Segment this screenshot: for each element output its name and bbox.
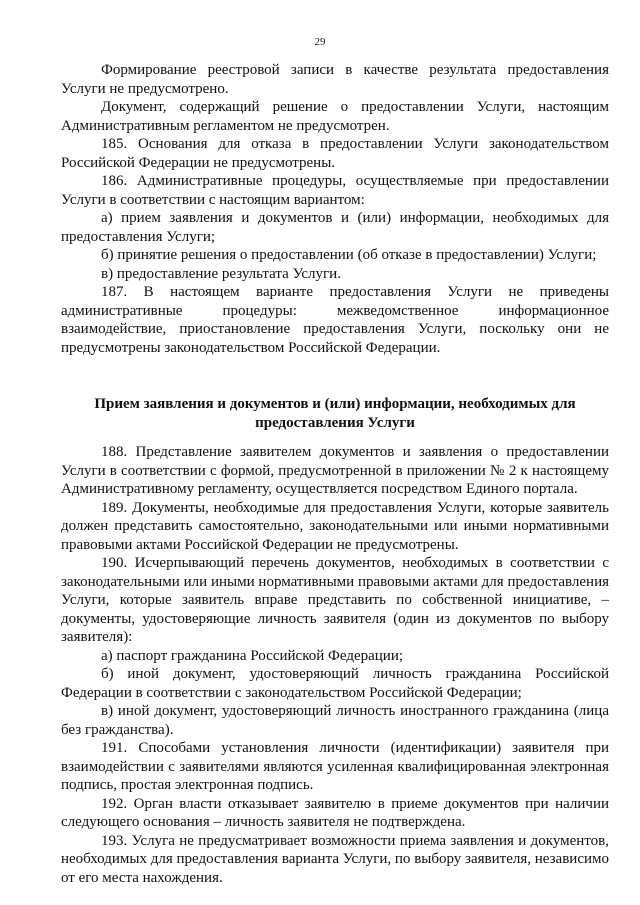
paragraph: Формирование реестровой записи в качестве результата предоставления Услуги не предусмотрено.: [61, 62, 609, 97]
paragraph: 193. Услуга не предусматривает возможности приема заявления и документов, необходимых для предоставления варианта Услуги, по выбору заявителя, независимо от его места нахождения.: [61, 832, 609, 886]
paragraph: 192. Орган власти отказывает заявителю в приеме документов при наличии следующего основания – личность заявителя не подтверждена.: [61, 795, 609, 830]
paragraph: 190. Исчерпывающий перечень документов, необходимых в соответствии с законодательными или иными нормативными правовыми актами для предоставления Услуги, которые заявитель вправе представить по собственной инициативе, – документы, удостоверяющие личность заявителя (один из документов по выбору заявителя):: [61, 555, 609, 645]
paragraph: 188. Представление заявителем документов и заявления о предоставлении Услуги в соответствии с формой, предусмотренной в приложении № 2 к настоящему Административному регламенту, осуществляется посредством Единого портала.: [61, 444, 609, 497]
paragraph: 185. Основания для отказа в предоставлении Услуги законодательством Российской Федерации не предусмотрены.: [61, 136, 609, 171]
list-item: б) принятие решения о предоставлении (об отказе в предоставлении) Услуги;: [101, 247, 597, 263]
list-item: а) паспорт гражданина Российской Федерации;: [101, 647, 404, 664]
list-item: в) предоставление результата Услуги.: [101, 265, 341, 282]
page-number: 29: [314, 36, 326, 48]
paragraph: 187. В настоящем варианте предоставления Услуги не приведены административные процедуры: межведомственное информационное взаимодействие, приостановление предоставления Услуги, поскольку они не предусмотрены законодательством Российской Федерации.: [61, 284, 609, 356]
paragraph: Документ, содержащий решение о предоставлении Услуги, настоящим Административным регламентом не предусмотрен.: [61, 99, 609, 134]
document-body: [61, 61, 609, 887]
section-heading: Прием заявления и документов и (или) информации, необходимых для предоставления Услуги: [94, 396, 576, 431]
paragraph: 191. Способами установления личности (идентификации) заявителя при взаимодействии с заявителями являются усиленная квалифицированная электронная подпись, простая электронная подпись.: [61, 740, 609, 793]
paragraph: 186. Административные процедуры, осуществляемые при предоставлении Услуги в соответствии с настоящим вариантом:: [61, 173, 609, 208]
paragraph: 189. Документы, необходимые для предоставления Услуги, которые заявитель должен представить самостоятельно, законодательными или иными нормативными правовыми актами Российской Федерации не предусмотрены.: [61, 499, 609, 553]
list-item: б) иной документ, удостоверяющий личность гражданина Российской Федерации в соответствии с законодательством Российской Федерации;: [61, 666, 609, 701]
list-item: в) иной документ, удостоверяющий личность иностранного гражданина (лица без гражданства).: [61, 703, 609, 738]
list-item: а) прием заявления и документов и (или) информации, необходимых для предоставления Услуги;: [61, 210, 609, 245]
